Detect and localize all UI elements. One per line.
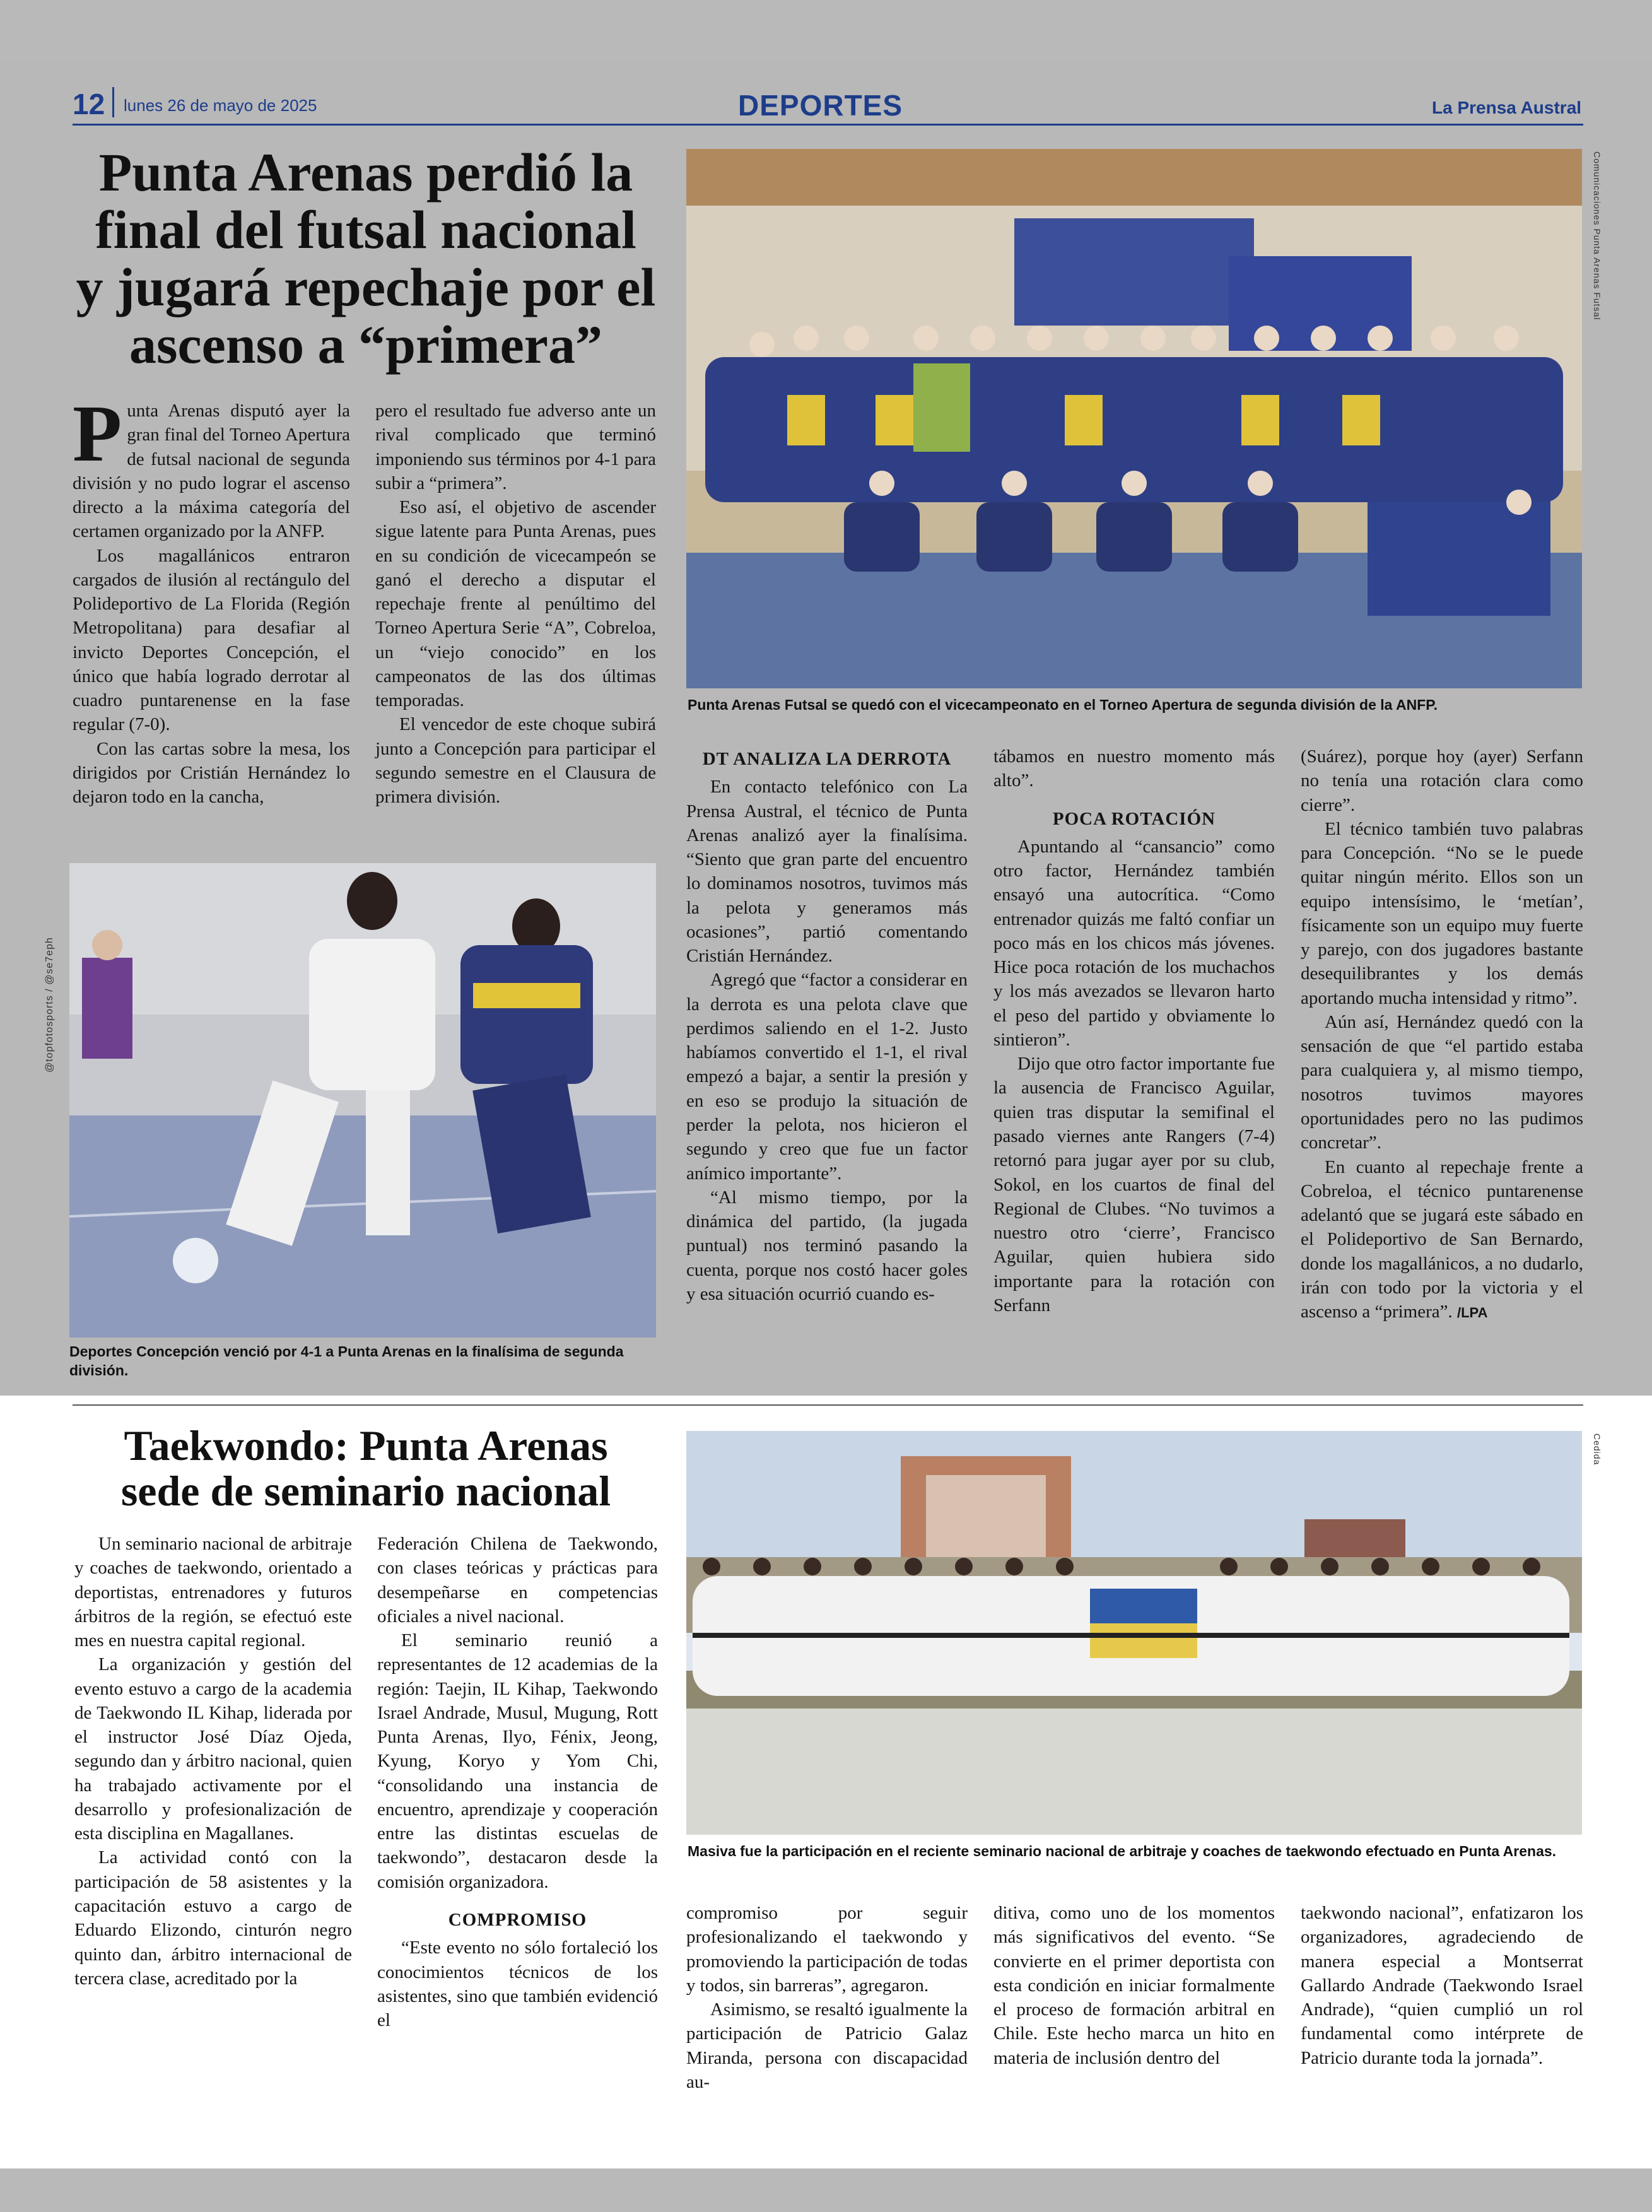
section-title: DEPORTES — [738, 89, 903, 122]
dropcap-letter: P — [73, 389, 122, 478]
article2-headline: Taekwondo: Punta Arenas sede de seminario nacional — [120, 1421, 611, 1515]
article2-column-4: ditiva, como uno de los momentos más significativos del evento. “Se convierte en el primer deportista con esta condición en iniciar formalmente el proceso de formación arbitral en Chile. Este hecho marca un hito en materia de inclusión dentro del — [993, 1903, 1275, 2068]
article-divider — [73, 1404, 1583, 1406]
team-photo — [686, 149, 1582, 688]
action-photo-caption: Deportes Concepción venció por 4-1 a Punta Arenas en la finalísima de segunda división. — [69, 1343, 624, 1379]
taekwondo-photo-credit: Cedida — [1592, 1433, 1602, 1466]
taekwondo-photo-image — [686, 1431, 1582, 1835]
taekwondo-photo — [686, 1431, 1582, 1835]
header-rule — [73, 124, 1583, 126]
action-photo — [69, 863, 656, 1338]
page-number: 12 — [73, 88, 105, 121]
article1-column-5: (Suárez), porque hoy (ayer) Serfann no tenía una rotación clara como cierre”. El técnico también tuvo palabras para Concepción. “No se le puede quitar ningún mérito. Ellos son un equipo intensísimo, le ‘metían’, físicamente son un equipo muy fuerte y parejo, con dos jugadores bastante desequilibrantes y los demás aportando mucha intensidad y ritmo”. Aún así, Hernández quedó con la sensación de que “el partido estaba para cualquiera y, al mismo tiempo, nosotros tuvimos mayores oportunidades pero no las pudimos concretar”. En cuanto al repechaje frente a Cobreloa, el técnico puntarenense adelantó que se jugará este sábado en el Polideportivo de San Bernardo, donde los magallánicos, a no dudarlo, irán con todo por la victoria y el ascenso a “primera”. /LPA — [1301, 746, 1583, 1322]
article2-column-5: taekwondo nacional”, enfatizaron los organizadores, agradeciendo de manera especial a Montserrat Gallardo Andrade (Taekwondo Israel Andrade), “quien cumplió un rol fundamental como intérprete de Patricio durante toda la jornada”. — [1301, 1903, 1583, 2068]
article1-column-4: tábamos en nuestro momento más alto”. POCA ROTACIÓN Apuntando al “cansancio” como otro factor, Hernández también ensayó una autocrítica. “Como entrenador quizás me faltó confiar un poco más en los chicos más jóvenes. Hice poca rotación de los muchachos y los más avezados se llevaron harto el peso del partido y obviamente lo sintieron”. Dijo que otro factor importante fue la ausencia de Francisco Aguilar, quien tras disputar la semifinal el pasado viernes ante Rangers (7-4) retornó para jugar ayer por su club, Sokol, en los cuartos de final del Regional de Clubes. “No tuvimos a nuestro otro ‘cierre’, Francisco Aguilar, quien hubiera sido importante para la rotación con Serfann — [993, 746, 1275, 1315]
subhead-dt-analiza: DT ANALIZA LA DERROTA — [702, 749, 952, 769]
subhead-poca-rotacion: POCA ROTACIÓN — [1052, 808, 1216, 829]
article2-column-2: Federación Chilena de Taekwondo, con clases teóricas y prácticas para desempeñarse en competencias oficiales a nivel nacional. El seminario reunió a representantes de 12 academias de la región: Taejin, IL Kihap, Taekwondo Israel Andrade, Musul, Mugung, Rott Punta Arenas, Ilyo, Fénix, Jeong, Kyung, Koryo y Yom Chi, “consolidando una instancia de encuentro, aprendizaje y cooperación entre las distintas escuelas de taekwondo”, destacaron desde la comisión organizadora. COMPROMISO “Este evento no sólo fortaleció los conocimientos técnicos de los asistentes, sino que también evidenció el — [377, 1534, 658, 2031]
article1-headline: Punta Arenas perdió la final del futsal nacional y jugará repechaje por el ascenso a “primera” — [76, 142, 656, 375]
signoff: /LPA — [1456, 1305, 1488, 1321]
action-photo-credit: @topfotosports / @se7eph — [44, 937, 55, 1073]
action-photo-image — [69, 863, 656, 1338]
article2-column-3: compromiso por seguir profesionalizando el taekwondo y promoviendo la participación de todas y todos, sin barreras”, agregaron. Asimismo, se resaltó igualmente la participación de Patricio Galaz Miranda, persona con discapacidad au- — [686, 1903, 968, 2092]
header-separator — [112, 87, 114, 117]
team-photo-image — [686, 149, 1582, 688]
page-date: lunes 26 de mayo de 2025 — [124, 96, 317, 115]
team-photo-credit: Comunicaciones Punta Arenas Futsal — [1592, 151, 1602, 321]
article1-column-3: DT ANALIZA LA DERROTA En contacto telefónico con La Prensa Austral, el técnico de Punta Arenas analizó ayer la finalísima. “Siento que gran parte del encuentro lo dominamos nosotros, tuvimos más la pelota y generamos más ocasiones”, partió comentando Cristián Hernández. Agregó que “factor a considerar en la derrota es una pelota clave que perdimos saliendo en el 1-2. Justo habíamos convertido el 1-1, el rival empezó a bajar, a sentir la presión y en eso se produjo la situación de perder la pelota, nos hicieron el segundo y creo que fue un factor anímico importante”. “Al mismo tiempo, por la dinámica del partido, (la jugada puntual) nos terminó pasando la cuenta, porque nos costó hacer goles y esa situación ocurrió cuando es- — [686, 744, 968, 1306]
team-photo-caption: Punta Arenas Futsal se quedó con el vicecampeonato en el Torneo Apertura de segunda división de la ANFP. — [688, 697, 1438, 713]
article1-column-1: Punta Arenas disputó ayer la gran final del Torneo Apertura de futsal nacional de segunda división y no pudo lograr el ascenso directo a la máxima categoría del certamen organizado por la ANFP. Los magallánicos entraron cargados de ilusión al rectángulo del Polideportivo de La Florida (Región Metropolitana) para desafiar al invicto Deportes Concepción, el único que había logrado derrotar al cuadro puntarenense en la fase regular (7-0). Con las cartas sobre la mesa, los dirigidos por Cristián Hernández lo dejaron todo en la cancha, — [73, 389, 350, 808]
article2-column-1: Un seminario nacional de arbitraje y coaches de taekwondo, orientado a deportistas, entrenadores y futuros árbitros de la región, se efectuó este mes en nuestra capital regional. La organización y gestión del evento estuvo a cargo de la academia de Taekwondo IL Kihap, liderada por el instructor José Díaz Ojeda, segundo dan y árbitro nacional, quien ha trabajado activamente por el desarrollo y profesionalización de esta disciplina en Magallanes. La actividad contó con la participación de 58 asistentes y la capacitación estuvo a cargo de Eduardo Elizondo, cinturón negro quinto dan, árbitro internacional de tercera clase, acreditado por la — [74, 1534, 352, 1989]
newspaper-name: La Prensa Austral — [1432, 98, 1582, 117]
article1-column-2: pero el resultado fue adverso ante un rival complicado que terminó imponiendo sus términos por 4-1 para subir a “primera”. Eso así, el objetivo de ascender sigue latente para Punta Arenas, pues en su condición de vicecampeón se ganó el derecho a disputar el repechaje frente al penúltimo del Torneo Apertura Serie “A”, Cobreloa, un “viejo conocido” en los campeonatos de las dos últimas temporadas. El vencedor de este choque subirá junto a Concepción para participar el segundo semestre en el Clausura de primera división. — [375, 401, 656, 808]
taekwondo-photo-caption: Masiva fue la participación en el reciente seminario nacional de arbitraje y coaches de taekwondo efectuado en Punta Arenas. — [688, 1843, 1557, 1859]
subhead-compromiso: COMPROMISO — [448, 1909, 587, 1930]
